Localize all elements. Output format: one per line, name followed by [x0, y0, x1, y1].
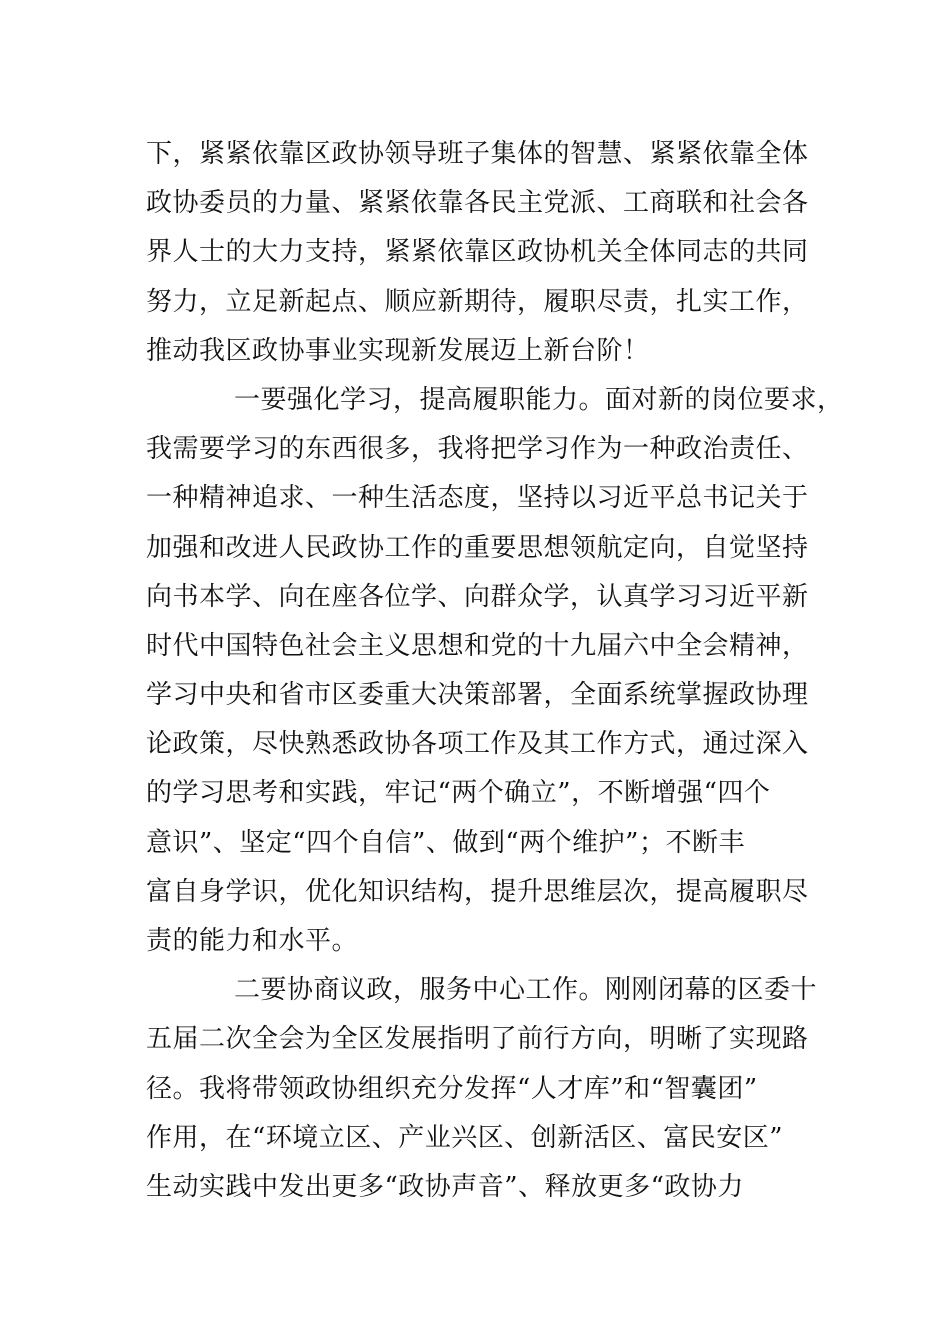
text-line: 界人士的大力支持，紧紧依靠区政协机关全体同志的共同	[146, 237, 809, 268]
text-line: 学习中央和省市区委重大决策部署，全面系统掌握政协理	[146, 680, 809, 711]
paragraph-start-line: 一要强化学习，提高履职能力。面对新的岗位要求，	[234, 384, 844, 415]
text-line: 推动我区政协事业实现新发展迈上新台阶！	[146, 335, 650, 366]
text-line: 的学习思考和实践，牢记“两个确立”，不断增强“四个	[146, 778, 771, 809]
text-line: 向书本学、向在座各位学、向群众学，认真学习习近平新	[146, 581, 809, 612]
text-line: 作用，在“环境立区、产业兴区、创新活区、富民安区”	[146, 1122, 784, 1153]
text-line: 下，紧紧依靠区政协领导班子集体的智慧、紧紧依靠全体	[146, 139, 809, 169]
text-line: 时代中国特色社会主义思想和党的十九届六中全会精神，	[146, 630, 809, 661]
document-body	[146, 130, 844, 1212]
text-line: 生动实践中发出更多“政协声音”、释放更多“政协力	[146, 1171, 744, 1202]
text-line: 意识”、坚定“四个自信”、做到“两个维护”；不断丰	[146, 827, 745, 858]
text-line: 径。我将带领政协组织充分发挥“人才库”和“智囊团”	[146, 1073, 758, 1104]
text-line: 我需要学习的东西很多，我将把学习作为一种政治责任、	[146, 434, 809, 465]
text-line: 一种精神追求、一种生活态度，坚持以习近平总书记关于	[146, 483, 809, 514]
text-line: 努力，立足新起点、顺应新期待，履职尽责，扎实工作，	[146, 286, 809, 317]
text-line: 论政策，尽快熟悉政协各项工作及其工作方式，通过深入	[146, 729, 809, 760]
text-line: 责的能力和水平。	[146, 926, 359, 956]
text-line: 五届二次全会为全区发展指明了前行方向，明晰了实现路	[146, 1024, 809, 1055]
text-line: 政协委员的力量、紧紧依靠各民主党派、工商联和社会各	[146, 188, 809, 219]
paragraph-start-line: 二要协商议政，服务中心工作。刚刚闭幕的区委十	[234, 975, 818, 1006]
text-line: 加强和改进人民政协工作的重要思想领航定向，自觉坚持	[146, 532, 809, 563]
text-line: 富自身学识，优化知识结构，提升思维层次，提高履职尽	[146, 876, 809, 907]
